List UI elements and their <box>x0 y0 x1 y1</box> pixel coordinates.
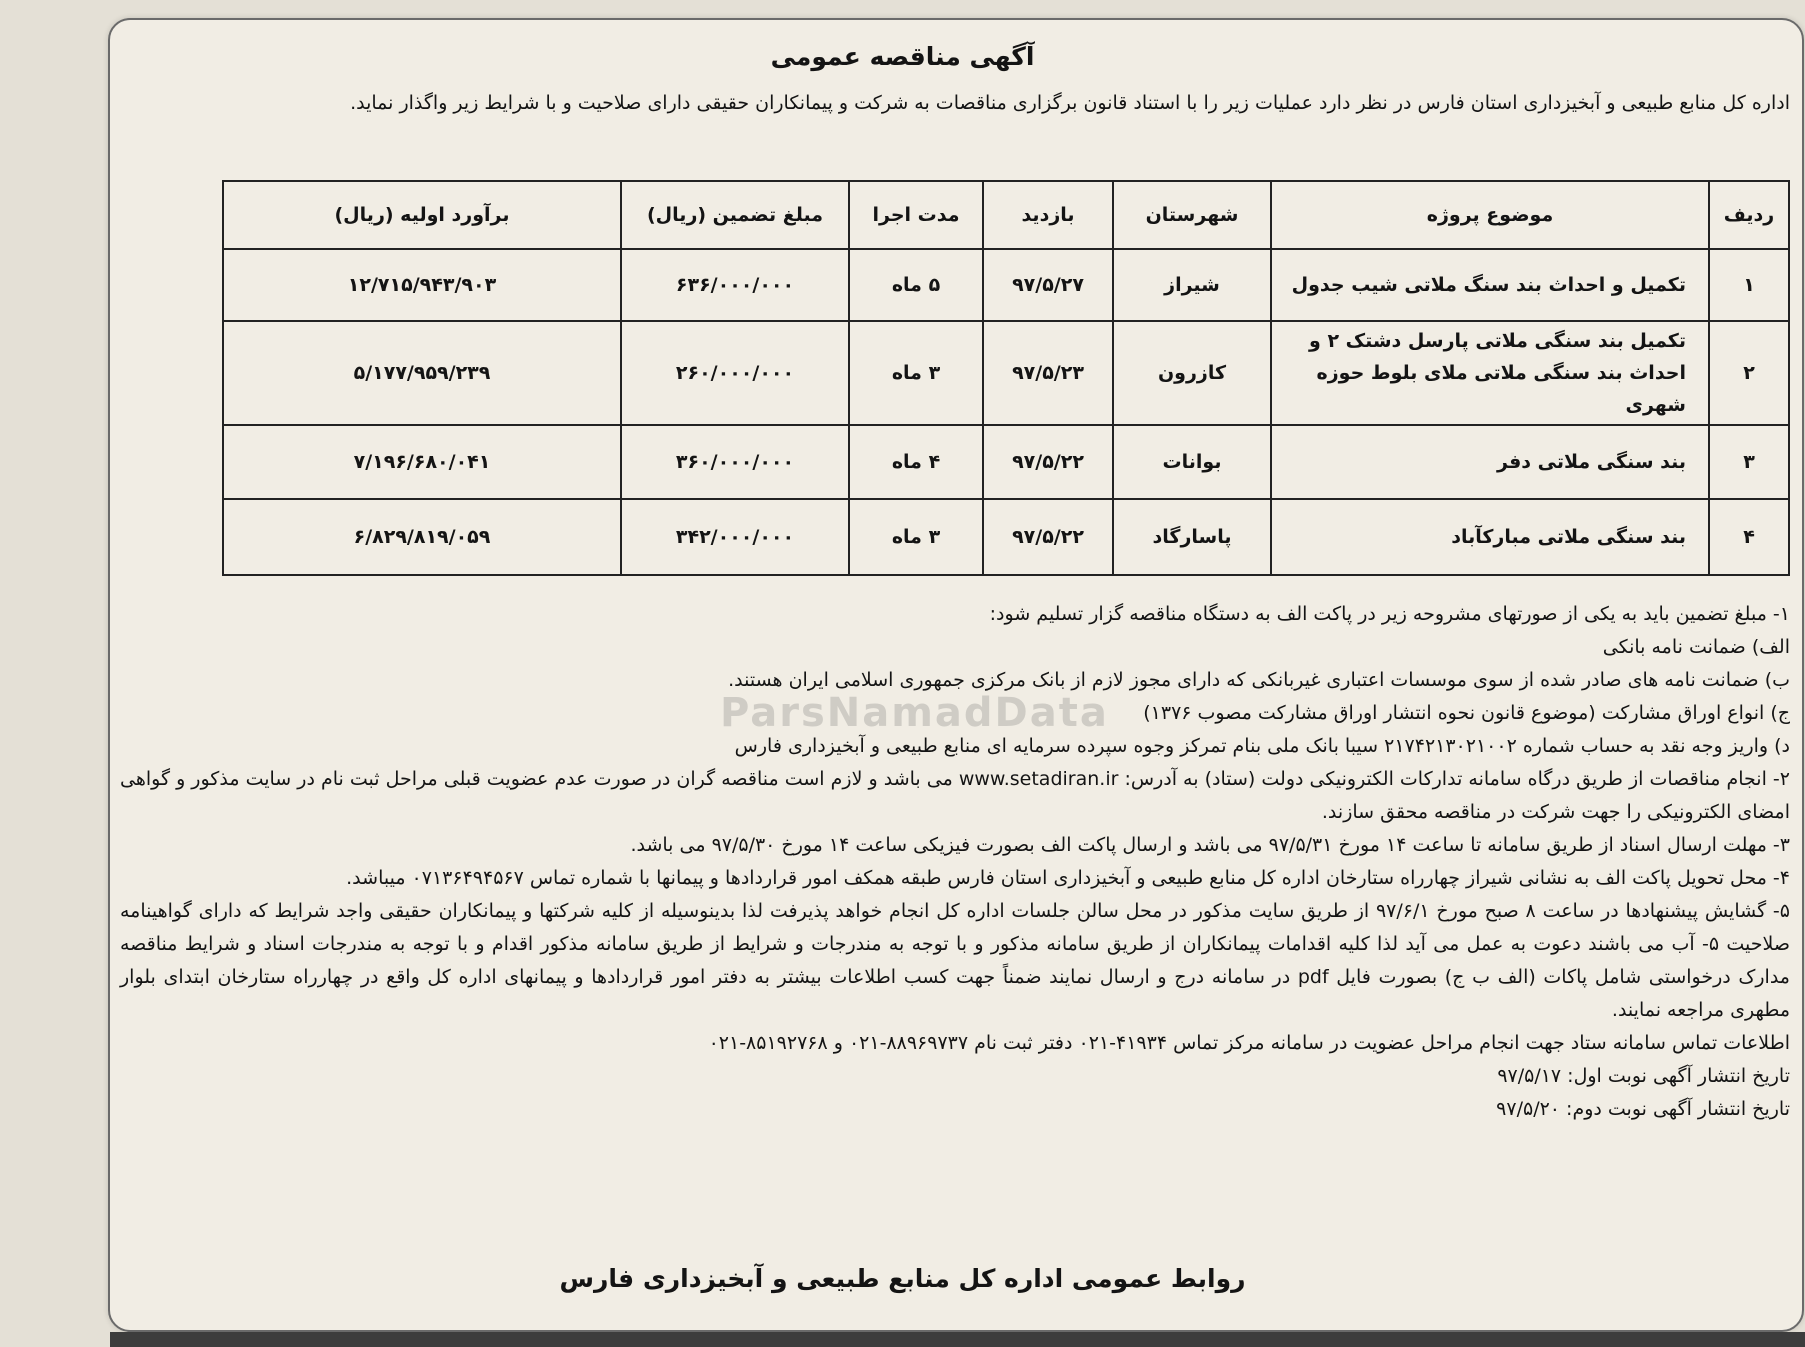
guarantee-amount: ۲۶۰/۰۰۰/۰۰۰ <box>621 321 849 425</box>
table-row <box>223 425 1789 499</box>
header-initial-estimate: برآورد اولیه (ریال) <box>223 181 621 249</box>
duration: ۳ ماه <box>849 499 983 575</box>
project-subject: بند سنگی ملاتی دفر <box>1271 425 1709 499</box>
initial-estimate: ۵/۱۷۷/۹۵۹/۲۳۹ <box>223 321 621 425</box>
header-guarantee-amount: مبلغ تضمین (ریال) <box>621 181 849 249</box>
condition-item: ۱- مبلغ تضمین باید به یکی از صورتهای مشروحه زیر در پاکت الف به دستگاه مناقصه گزار تسلیم شود: <box>989 603 1790 625</box>
condition-item: ۲- انجام مناقصات از طریق درگاه سامانه تدارکات الکترونیکی دولت (ستاد) به آدرس: www.setadiran.ir می باشد و لازم است مناقصه گران در صورت عدم عضویت قبلی مراحل ثبت نام در سایت مذکور و گواهی امضای الکترونیکی را جهت شرکت در مناقصه محقق سازند. <box>120 768 1790 823</box>
condition-item: ب) ضمانت نامه های صادر شده از سوی موسسات اعتباری غیربانکی که دارای مجوز لازم از بانک مرکزی جمهوری اسلامی ایران هستند. <box>728 669 1790 691</box>
county: پاسارگاد <box>1113 499 1271 575</box>
first-publish-date: تاریخ انتشار آگهی نوبت اول: ۹۷/۵/۱۷ <box>1497 1065 1790 1087</box>
row-number: ۳ <box>1709 425 1789 499</box>
bottom-border-band <box>110 1332 1805 1347</box>
second-publish-date: تاریخ انتشار آگهی نوبت دوم: ۹۷/۵/۲۰ <box>1496 1098 1790 1120</box>
watermark: ParsNamadData <box>720 690 1109 736</box>
table-header-row <box>223 181 1789 249</box>
county: کازرون <box>1113 321 1271 425</box>
condition-item: ۵- گشایش پیشنهادها در ساعت ۸ صبح مورخ ۹۷/۶/۱ از طریق سایت مذکور در محل سالن جلسات اداره کل انجام خواهد پذیرفت لذا بدینوسیله از کلیه شرکتها و پیمانکاران حقیقی واجد شرایط که دارای گواهینامه صلاحیت ۵- آب می باشند دعوت به عمل می آید لذا کلیه اقدامات پیمانکاران از طریق سامانه مذکور و با توجه به مندرجات و شرایط از طریق سامانه مذکور اقدام و با توجه به مندرجات اسناد و شرایط مناقصه مدارک درخواستی شامل پاکات (الف ب ج) بصورت فایل pdf در سامانه درج و ارسال نمایند ضمناً جهت کسب اطلاعات بیشتر به دفتر امور قراردادها و پیمانهای اداره کل واقع در چهارراه ستارخان ابتدای بلوار مطهری مراجعه نمایند. <box>120 900 1790 1021</box>
table-row <box>223 321 1789 425</box>
tender-table <box>222 180 1790 576</box>
guarantee-amount: ۶۳۶/۰۰۰/۰۰۰ <box>621 249 849 321</box>
project-subject: تکمیل و احداث بند سنگ ملاتی شیب جدول <box>1271 249 1709 321</box>
county: شیراز <box>1113 249 1271 321</box>
conditions-list <box>120 598 1790 1126</box>
condition-item: د) واریز وجه نقد به حساب شماره ۲۱۷۴۲۱۳۰۲۱۰۰۲ سیبا بانک ملی بنام تمرکز وجوه سپرده سرمایه ای منابع طبیعی و آبخیزداری فارس <box>734 735 1790 757</box>
header-duration: مدت اجرا <box>849 181 983 249</box>
initial-estimate: ۷/۱۹۶/۶۸۰/۰۴۱ <box>223 425 621 499</box>
table-row <box>223 499 1789 575</box>
duration: ۳ ماه <box>849 321 983 425</box>
condition-item: ج) انواع اوراق مشارکت (موضوع قانون نحوه انتشار اوراق مشارکت مصوب ۱۳۷۶) <box>1143 702 1790 724</box>
header-row-number: ردیف <box>1709 181 1789 249</box>
row-number: ۱ <box>1709 249 1789 321</box>
visit-date: ۹۷/۵/۲۲ <box>983 499 1113 575</box>
row-number: ۴ <box>1709 499 1789 575</box>
header-county: شهرستان <box>1113 181 1271 249</box>
ad-title: آگهی مناقصه عمومی <box>770 42 1035 71</box>
condition-item: الف) ضمانت نامه بانکی <box>1602 636 1790 658</box>
project-subject: تکمیل بند سنگی ملاتی پارسل دشتک ۲ و احداث بند سنگی ملاتی ملای بلوط حوزه شهری <box>1271 321 1709 425</box>
guarantee-amount: ۳۴۲/۰۰۰/۰۰۰ <box>621 499 849 575</box>
guarantee-amount: ۳۶۰/۰۰۰/۰۰۰ <box>621 425 849 499</box>
header-project-subject: موضوع پروژه <box>1271 181 1709 249</box>
project-subject: بند سنگی ملاتی مبارکآباد <box>1271 499 1709 575</box>
visit-date: ۹۷/۵/۲۷ <box>983 249 1113 321</box>
header-visit-date: بازدید <box>983 181 1113 249</box>
initial-estimate: ۱۲/۷۱۵/۹۴۳/۹۰۳ <box>223 249 621 321</box>
condition-item: ۴- محل تحویل پاکت الف به نشانی شیراز چهارراه ستارخان اداره کل منابع طبیعی و آبخیزداری استان فارس طبقه همکف امور قراردادها و پیمانها با شماره تماس ۰۷۱۳۶۴۹۴۵۶۷ میباشد. <box>346 867 1790 889</box>
table-row <box>223 249 1789 321</box>
visit-date: ۹۷/۵/۲۳ <box>983 321 1113 425</box>
initial-estimate: ۶/۸۲۹/۸۱۹/۰۵۹ <box>223 499 621 575</box>
county: بوانات <box>1113 425 1271 499</box>
footer-signature: روابط عمومی اداره کل منابع طبیعی و آبخیزداری فارس <box>559 1264 1246 1293</box>
duration: ۴ ماه <box>849 425 983 499</box>
row-number: ۲ <box>1709 321 1789 425</box>
duration: ۵ ماه <box>849 249 983 321</box>
intro-paragraph: اداره کل منابع طبیعی و آبخیزداری استان فارس در نظر دارد عملیات زیر را با استناد قانون برگزاری مناقصات به شرکت و پیمانکاران حقیقی دارای صلاحیت و با شرایط زیر واگذار نماید. <box>350 92 1790 114</box>
visit-date: ۹۷/۵/۲۲ <box>983 425 1113 499</box>
condition-item: ۳- مهلت ارسال اسناد از طریق سامانه تا ساعت ۱۴ مورخ ۹۷/۵/۳۱ می باشد و ارسال پاکت الف بصورت فیزیکی ساعت ۱۴ مورخ ۹۷/۵/۳۰ می باشد. <box>630 834 1790 856</box>
contact-info: اطلاعات تماس سامانه ستاد جهت انجام مراحل عضویت در سامانه مرکز تماس ۴۱۹۳۴-۰۲۱ دفتر ثبت نام ۸۸۹۶۹۷۳۷-۰۲۱ و ۸۵۱۹۲۷۶۸-۰۲۱ <box>708 1032 1790 1054</box>
